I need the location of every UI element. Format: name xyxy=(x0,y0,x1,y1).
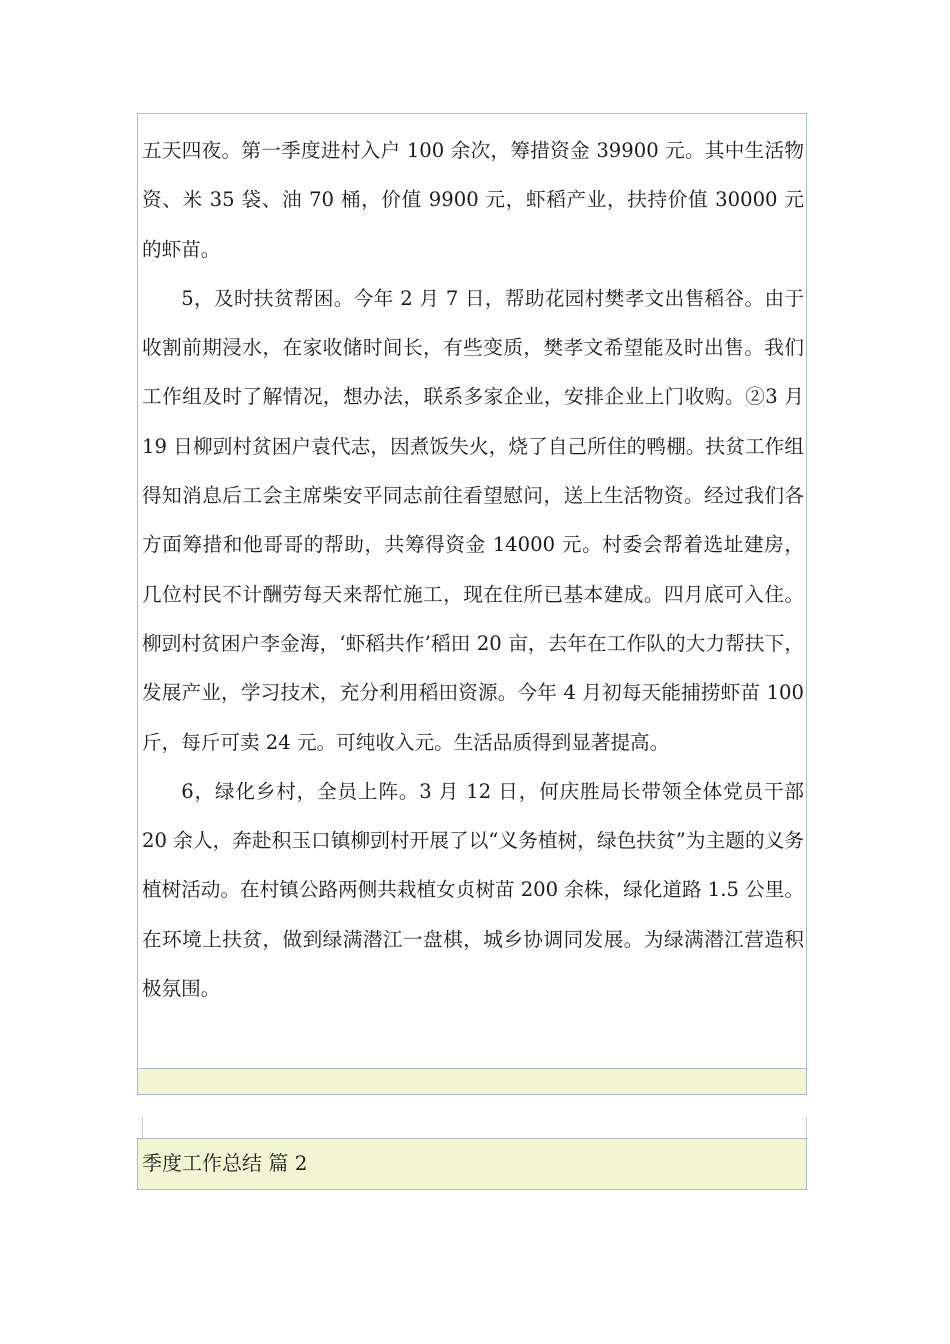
paragraph-1: 五天四夜。第一季度进村入户 100 余次，筹措资金 39900 元。其中生活物资、米 35 袋、油 70 桶，价值 9900 元，虾稻产业，扶持价值 30000 元的虾苗。 xyxy=(142,139,804,261)
paragraph-3: 6，绿化乡村，全员上阵。3 月 12 日，何庆胜局长带领全体党员干部 20 余人，奔赴积玉口镇柳剅村开展了以“义务植树，绿色扶贫”为主题的义务植树活动。在村镇公路两侧共栽植女贞树苗 200 余株，绿化道路 1.5 公里。在环境上扶贫，做到绿满潜江一盘棋，城乡协调同发展。为绿满潜江营造积极氛围。 xyxy=(142,779,804,1001)
spacer-border xyxy=(142,1117,807,1138)
content-box xyxy=(137,113,807,1068)
table-footer-band xyxy=(137,1068,807,1095)
body-text xyxy=(142,126,804,1013)
section-title: 季度工作总结 篇 2 xyxy=(142,1151,308,1175)
paragraph-2: 5，及时扶贫帮困。今年 2 月 7 日，帮助花园村樊孝文出售稻谷。由于收割前期浸水，在家收储时间长，有些变质，樊孝文希望能及时出售。我们工作组及时了解情况，想办法，联系多家企业，安排企业上门收购。②3 月 19 日柳剅村贫困户袁代志，因煮饭失火，烧了自己所住的鸭棚。扶贫工作组得知消息后工会主席柴安平同志前往看望慰问，送上生活物资。经过我们各方面筹措和他哥哥的帮助，共筹得资金 14000 元。村委会帮着选址建房，几位村民不计酬劳每天来帮忙施工，现在住所已基本建成。四月底可入住。 柳剅村贫困户李金海，‘虾稻共作’稻田 20 亩，去年在工作队的大力帮扶下，发展产业，学习技术，充分利用稻田资源。今年 4 月初每天能捕捞虾苗 100 斤，每斤可卖 24 元。可纯收入元。生活品质得到显著提高。 xyxy=(142,286,804,754)
section-header xyxy=(137,1138,807,1190)
